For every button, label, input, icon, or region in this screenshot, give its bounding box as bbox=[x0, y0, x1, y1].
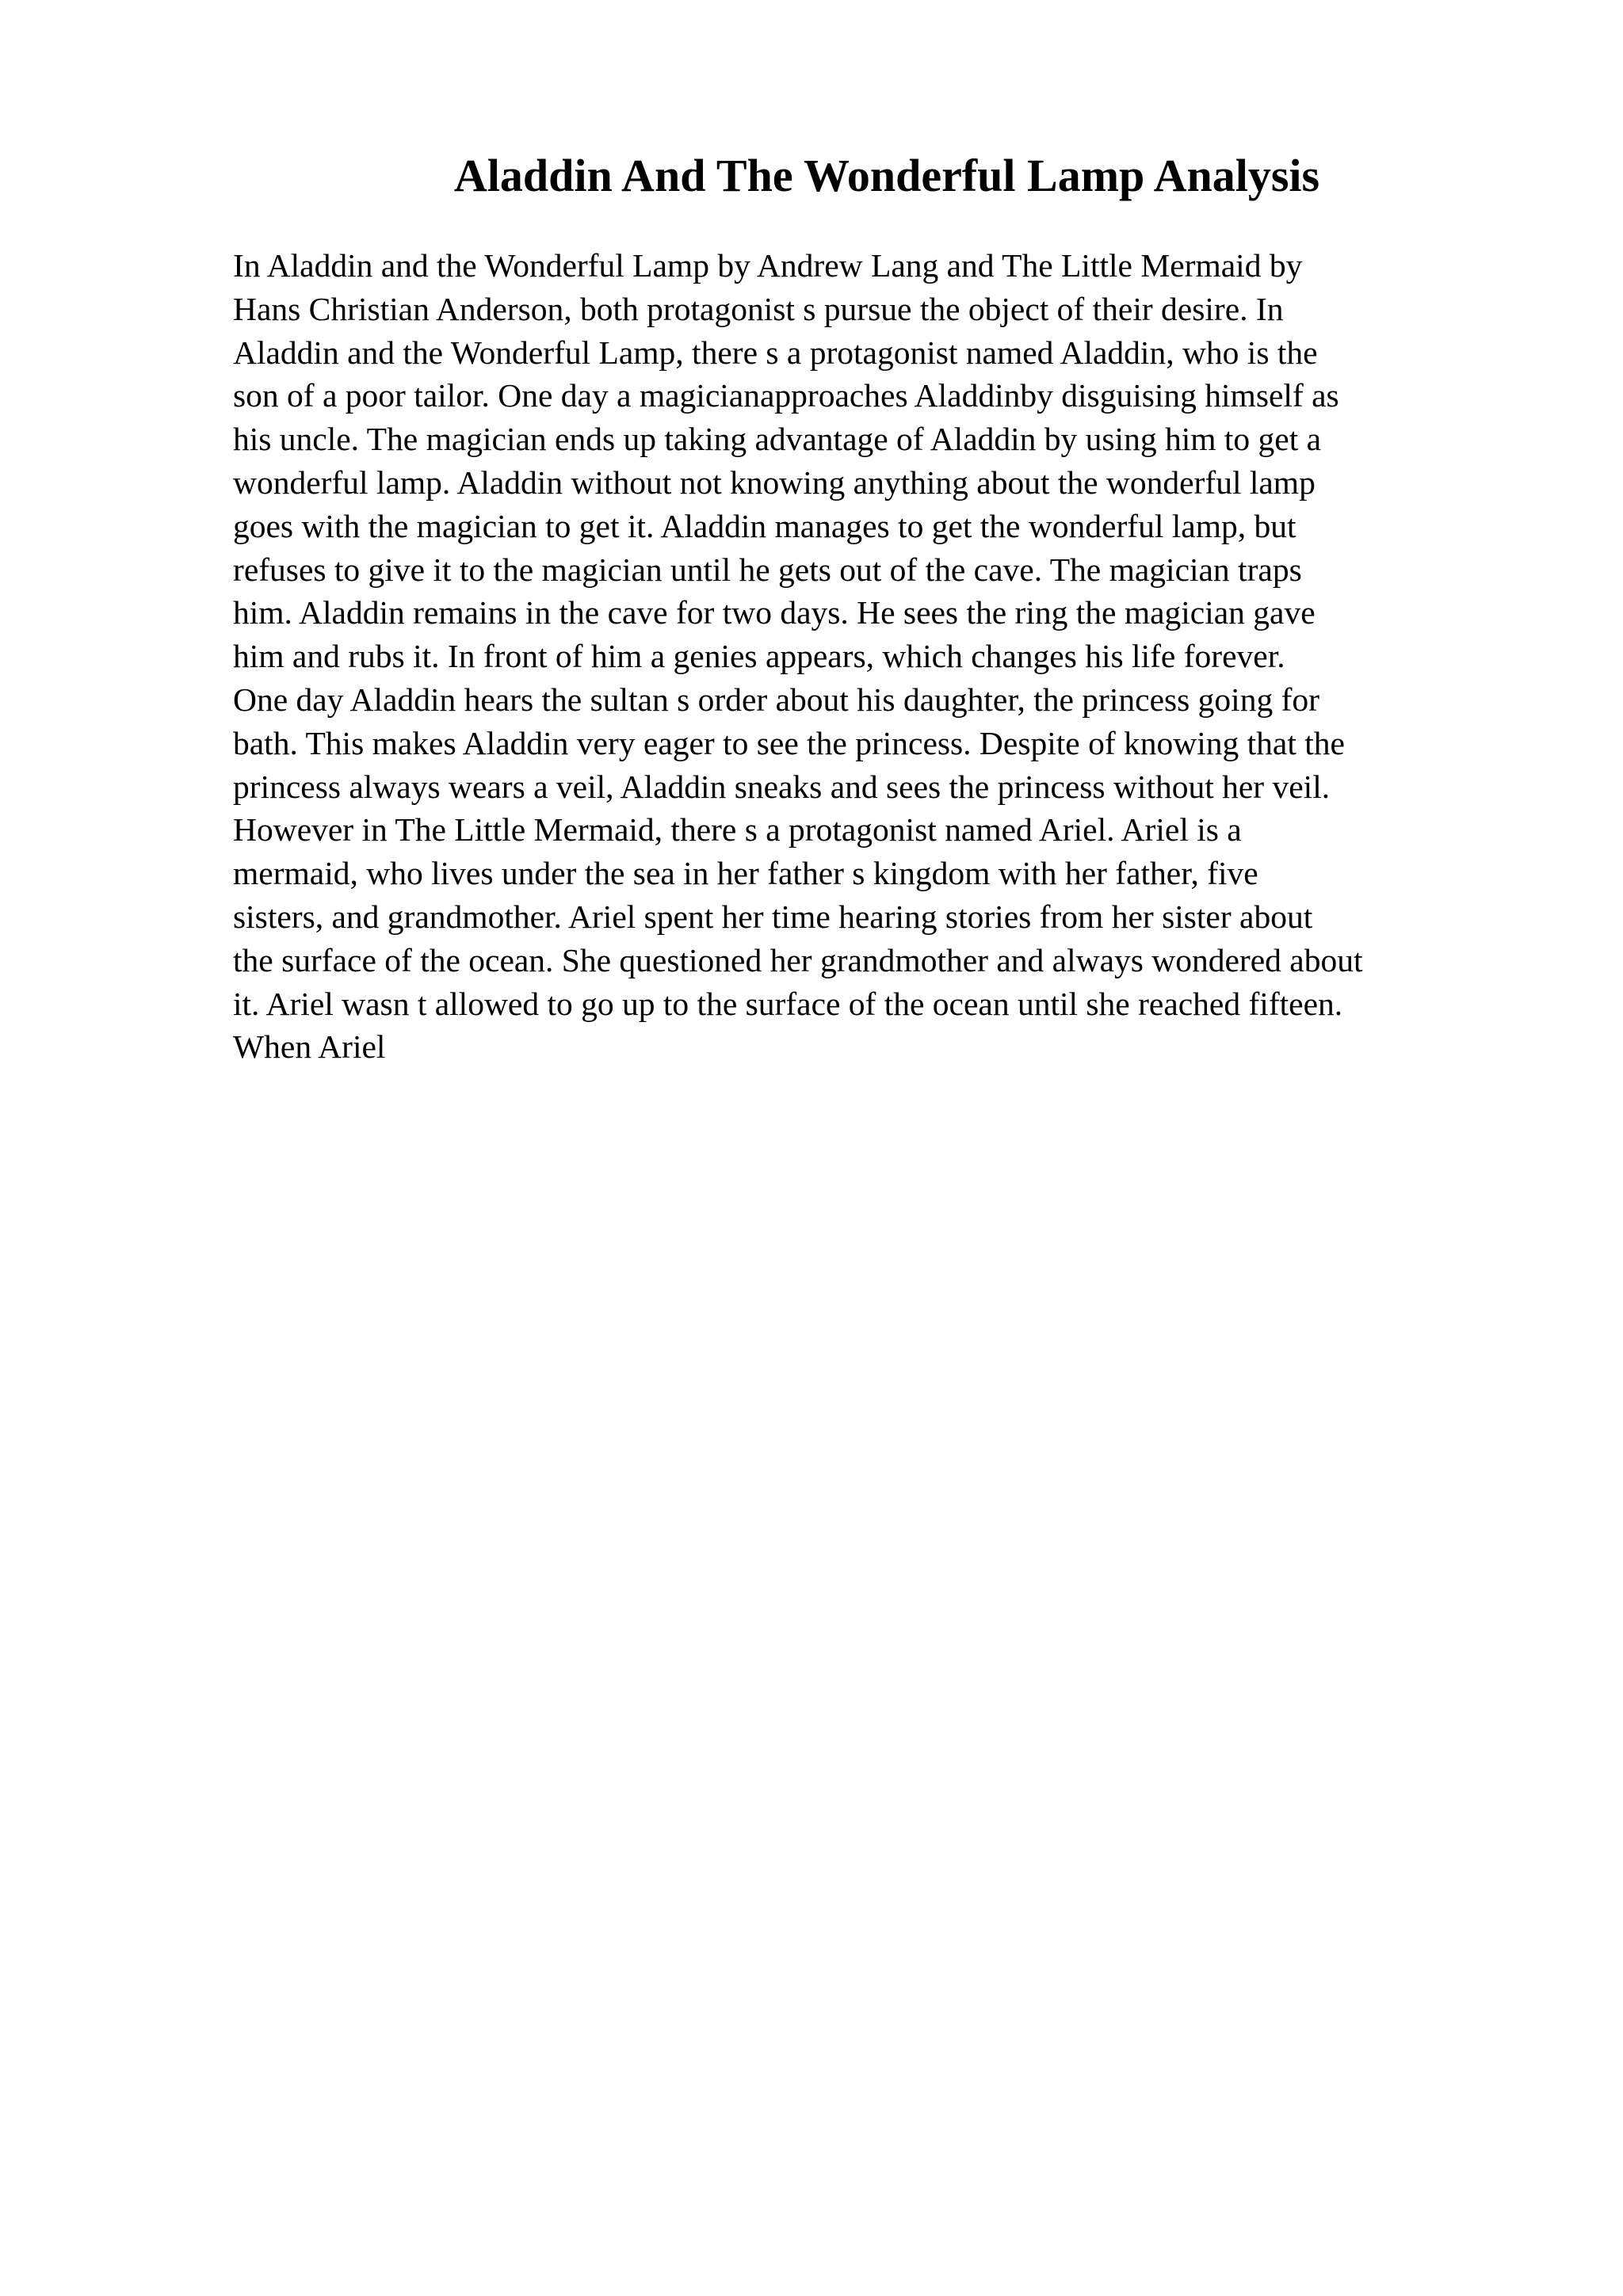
body-line: bath. This makes Aladdin very eager to see the princess. Despite of knowing that the bbox=[233, 724, 1345, 761]
document-title: Aladdin And The Wonderful Lamp Analysis bbox=[453, 150, 1320, 201]
body-line: the surface of the ocean. She questioned her grandmother and always wondered about bbox=[233, 941, 1363, 978]
body-line: Hans Christian Anderson, both protagonist s pursue the object of their desire. In bbox=[233, 290, 1284, 327]
body-line: princess always wears a veil, Aladdin sneaks and sees the princess without her veil. bbox=[233, 768, 1331, 805]
body-line: sisters, and grandmother. Ariel spent her time hearing stories from her sister about bbox=[233, 898, 1313, 935]
body-line: refuses to give it to the magician until he gets out of the cave. The magician traps bbox=[233, 551, 1302, 588]
body-line: wonderful lamp. Aladdin without not knowing anything about the wonderful lamp bbox=[233, 463, 1316, 501]
body-line: Aladdin and the Wonderful Lamp, there s a protagonist named Aladdin, who is the bbox=[233, 334, 1318, 371]
body-line: it. Ariel wasn t allowed to go up to the surface of the ocean until she reached fifteen. bbox=[233, 985, 1343, 1022]
body-line: When Ariel bbox=[233, 1028, 386, 1066]
body-line: him and rubs it. In front of him a genies appears, which changes his life forever. bbox=[233, 638, 1285, 675]
body-line: him. Aladdin remains in the cave for two days. He sees the ring the magician gave bbox=[233, 594, 1316, 631]
body-line: One day Aladdin hears the sultan s order about his daughter, the princess going for bbox=[233, 681, 1319, 718]
body-line: mermaid, who lives under the sea in her father s kingdom with her father, five bbox=[233, 855, 1258, 892]
body-line: However in The Little Mermaid, there s a protagonist named Ariel. Ariel is a bbox=[233, 811, 1242, 849]
body-line: In Aladdin and the Wonderful Lamp by Andrew Lang and The Little Mermaid by bbox=[233, 247, 1303, 284]
body-line: his uncle. The magician ends up taking advantage of Aladdin by using him to get a bbox=[233, 421, 1322, 458]
body-line: son of a poor tailor. One day a magicianapproaches Aladdinby disguising himself as bbox=[233, 377, 1339, 414]
body-line: goes with the magician to get it. Aladdin manages to get the wonderful lamp, but bbox=[233, 507, 1296, 544]
document-body bbox=[233, 244, 1580, 1069]
